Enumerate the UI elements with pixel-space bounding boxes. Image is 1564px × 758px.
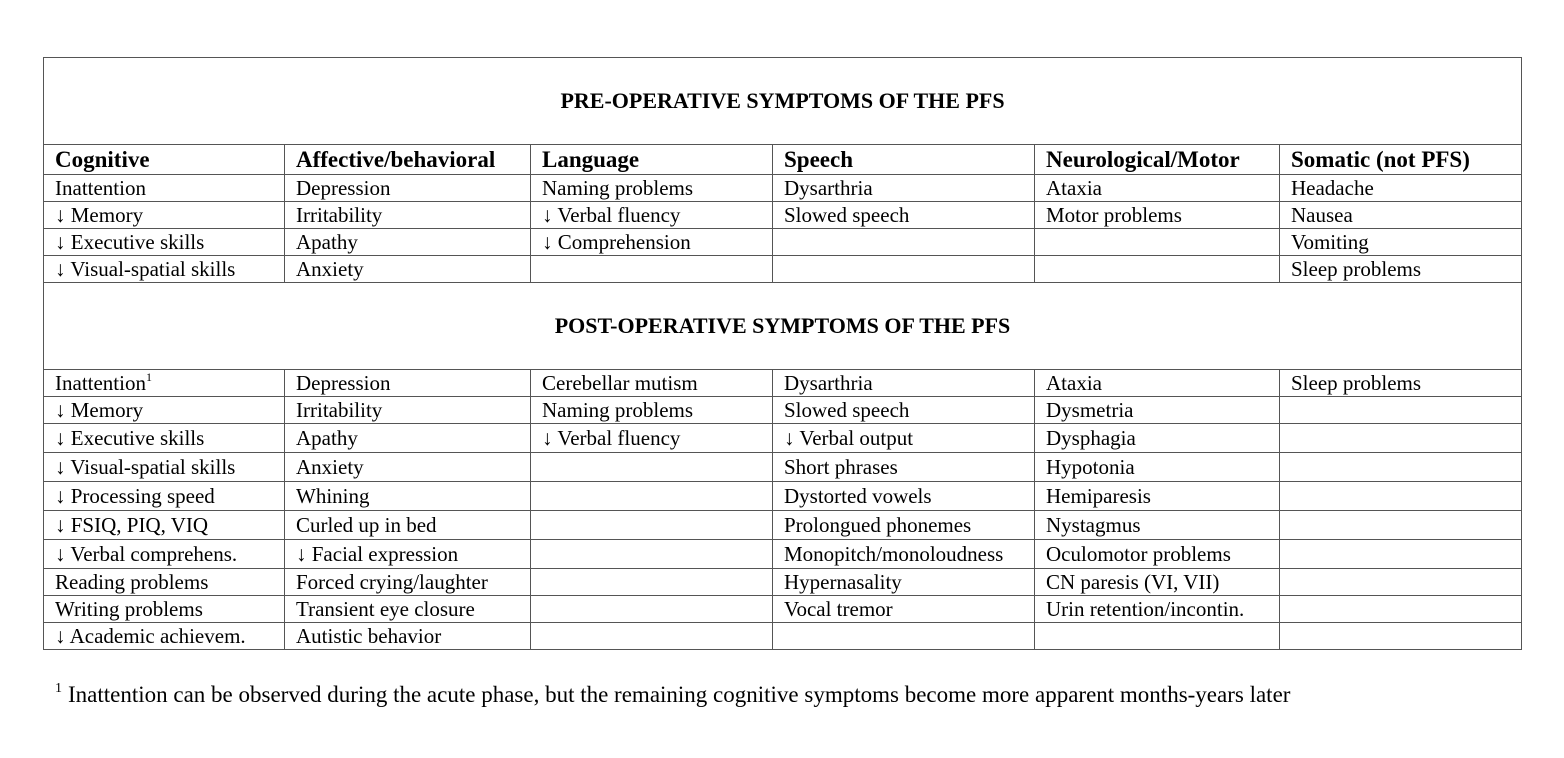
post-operative-row <box>44 623 1522 650</box>
table-cell: Depression <box>285 370 531 397</box>
table-cell <box>44 370 285 397</box>
table-cell: Autistic behavior <box>285 623 531 650</box>
table-cell <box>1280 596 1522 623</box>
table-cell <box>1280 397 1522 424</box>
table-cell: Transient eye closure <box>285 596 531 623</box>
table-cell: Nystagmus <box>1035 511 1280 540</box>
table-cell: Slowed speech <box>773 397 1035 424</box>
column-header: Somatic (not PFS) <box>1280 145 1522 175</box>
post-operative-row <box>44 453 1522 482</box>
table-cell: Hypotonia <box>1035 453 1280 482</box>
post-operative-row <box>44 596 1522 623</box>
table-cell: ↓ Verbal fluency <box>531 202 773 229</box>
table-cell <box>1035 623 1280 650</box>
table-cell: Vocal tremor <box>773 596 1035 623</box>
table-cell: Prolongued phonemes <box>773 511 1035 540</box>
table-cell: Irritability <box>285 397 531 424</box>
table-cell: Ataxia <box>1035 370 1280 397</box>
post-operative-row <box>44 370 1522 397</box>
column-header: Speech <box>773 145 1035 175</box>
table-cell: Dystorted vowels <box>773 482 1035 511</box>
pre-operative-title: PRE-OPERATIVE SYMPTOMS OF THE PFS <box>44 58 1522 145</box>
table-cell: Slowed speech <box>773 202 1035 229</box>
table-cell: Short phrases <box>773 453 1035 482</box>
table-cell <box>531 540 773 569</box>
table-cell <box>1035 229 1280 256</box>
table-cell: ↓ Facial expression <box>285 540 531 569</box>
table-cell: ↓ Executive skills <box>44 229 285 256</box>
table-cell: Oculomotor problems <box>1035 540 1280 569</box>
table-cell: Cerebellar mutism <box>531 370 773 397</box>
table-cell: Anxiety <box>285 453 531 482</box>
table-cell: Dysphagia <box>1035 424 1280 453</box>
table-cell <box>1280 569 1522 596</box>
table-cell: ↓ Verbal comprehens. <box>44 540 285 569</box>
table-cell: Depression <box>285 175 531 202</box>
table-cell: Headache <box>1280 175 1522 202</box>
table-cell <box>531 482 773 511</box>
table-cell <box>773 623 1035 650</box>
table-cell: Dysarthria <box>773 175 1035 202</box>
post-operative-row <box>44 511 1522 540</box>
table-cell <box>531 596 773 623</box>
table-cell: Naming problems <box>531 175 773 202</box>
table-cell: Hypernasality <box>773 569 1035 596</box>
table-cell: ↓ Academic achievem. <box>44 623 285 650</box>
table-cell <box>531 623 773 650</box>
table-cell <box>1280 482 1522 511</box>
post-operative-row <box>44 424 1522 453</box>
table-cell <box>531 569 773 596</box>
column-header: Affective/behavioral <box>285 145 531 175</box>
table-cell <box>531 511 773 540</box>
post-operative-row <box>44 540 1522 569</box>
footnote-text: Inattention can be observed during the acute phase, but the remaining cognitive symptoms become more apparent months-years later <box>68 682 1291 707</box>
table-cell: Naming problems <box>531 397 773 424</box>
table-cell: Ataxia <box>1035 175 1280 202</box>
table-cell: ↓ Visual-spatial skills <box>44 453 285 482</box>
table-cell <box>1280 540 1522 569</box>
table-cell: ↓ FSIQ, PIQ, VIQ <box>44 511 285 540</box>
footnote <box>55 682 1290 708</box>
table-cell: Urin retention/incontin. <box>1035 596 1280 623</box>
footnote-marker: 1 <box>55 681 62 696</box>
table-cell: ↓ Verbal fluency <box>531 424 773 453</box>
table-cell <box>773 256 1035 283</box>
column-header: Cognitive <box>44 145 285 175</box>
table-cell <box>531 453 773 482</box>
pre-operative-row <box>44 229 1522 256</box>
table-cell: Dysmetria <box>1035 397 1280 424</box>
table-cell <box>1280 424 1522 453</box>
table-cell: ↓ Verbal output <box>773 424 1035 453</box>
table-cell: ↓ Processing speed <box>44 482 285 511</box>
table-cell: Whining <box>285 482 531 511</box>
table-cell: CN paresis (VI, VII) <box>1035 569 1280 596</box>
table-cell: Apathy <box>285 424 531 453</box>
post-operative-title: POST-OPERATIVE SYMPTOMS OF THE PFS <box>44 283 1522 370</box>
table-cell <box>1280 511 1522 540</box>
table-cell: Writing problems <box>44 596 285 623</box>
table-cell: Curled up in bed <box>285 511 531 540</box>
table-cell: Sleep problems <box>1280 256 1522 283</box>
cell-text: Inattention <box>55 370 146 395</box>
table-cell: ↓ Memory <box>44 397 285 424</box>
pre-operative-row <box>44 202 1522 229</box>
footnote-reference: 1 <box>145 369 152 384</box>
column-header: Neurological/Motor <box>1035 145 1280 175</box>
table-cell: Monopitch/monoloudness <box>773 540 1035 569</box>
table-cell: Sleep problems <box>1280 370 1522 397</box>
table-cell <box>1035 256 1280 283</box>
post-operative-row <box>44 482 1522 511</box>
post-operative-row <box>44 569 1522 596</box>
post-operative-row <box>44 397 1522 424</box>
table-cell: Vomiting <box>1280 229 1522 256</box>
table-cell: Irritability <box>285 202 531 229</box>
column-header: Language <box>531 145 773 175</box>
table-cell: ↓ Comprehension <box>531 229 773 256</box>
table-cell: ↓ Memory <box>44 202 285 229</box>
table-cell <box>1280 453 1522 482</box>
table-cell <box>1280 623 1522 650</box>
table-cell: ↓ Visual-spatial skills <box>44 256 285 283</box>
table-cell: Nausea <box>1280 202 1522 229</box>
table-cell <box>773 229 1035 256</box>
table-cell: Inattention <box>44 175 285 202</box>
symptoms-table <box>43 57 1522 650</box>
table-cell: Apathy <box>285 229 531 256</box>
table-cell: ↓ Executive skills <box>44 424 285 453</box>
table-cell: Hemiparesis <box>1035 482 1280 511</box>
table-cell: Anxiety <box>285 256 531 283</box>
table-cell: Dysarthria <box>773 370 1035 397</box>
table-cell <box>531 256 773 283</box>
pre-operative-row <box>44 175 1522 202</box>
table-cell: Forced crying/laughter <box>285 569 531 596</box>
symptoms-table-container <box>43 57 1521 650</box>
table-cell: Motor problems <box>1035 202 1280 229</box>
table-cell: Reading problems <box>44 569 285 596</box>
pre-operative-row <box>44 256 1522 283</box>
